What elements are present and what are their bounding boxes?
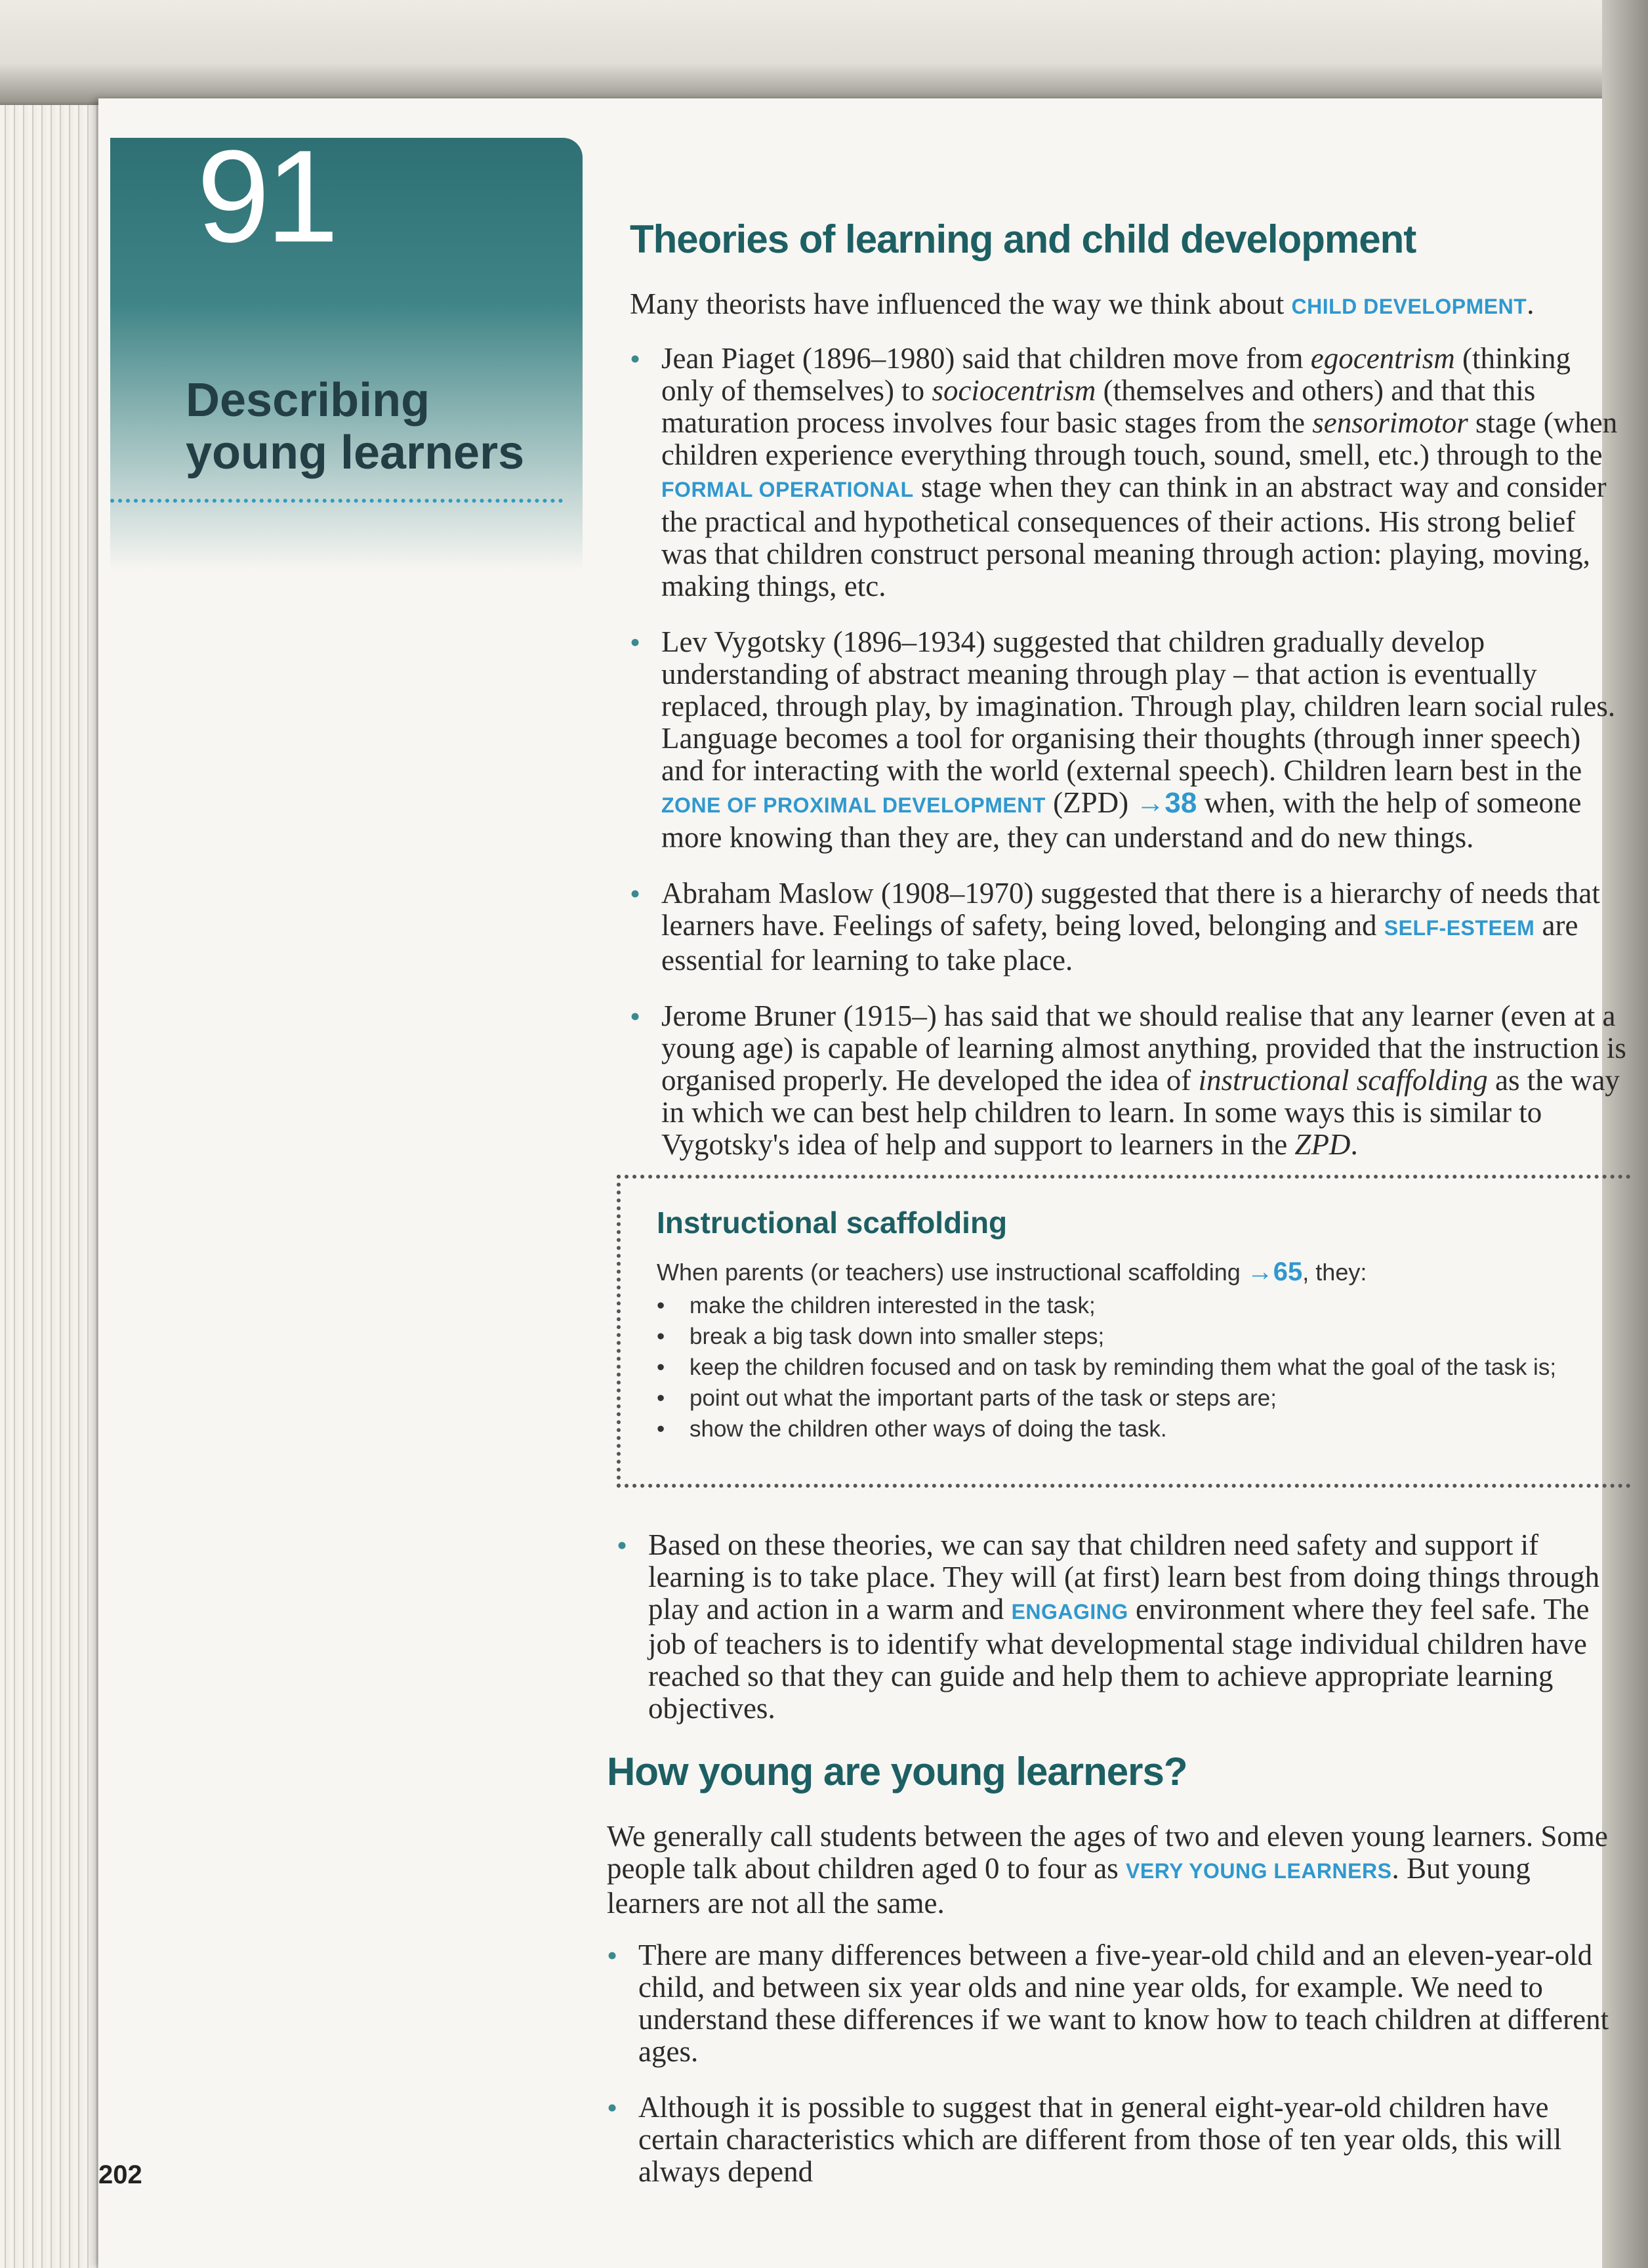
- list-item-piaget: • Jean Piaget (1896–1980) said that children move from egocentrism (thinking only of themselves) to sociocentrism (themselves and others) and that this maturation process involves four basic stages from the sensorimotor stage (when children experience everything through touch, sound, smell, etc.) through to the FORMAL OPERATIONAL stage when they can think in an abstract way and consider the practical and hypothetical consequences of their actions. His strong belief was that children construct personal meaning through action: playing, moving, making things, etc.: [630, 343, 1627, 602]
- section-young-learners: [607, 1749, 1627, 2212]
- section-intro: We generally call students between the ages of two and eleven young learners. Some people talk about children aged 0 to four as VERY YOUNG LEARNERS. But young learners are not all the same.: [607, 1820, 1608, 1920]
- chapter-number: 91: [197, 123, 335, 270]
- instructional-scaffolding-box: [617, 1175, 1631, 1488]
- box-list-item: • break a big task down into smaller steps;: [657, 1321, 1556, 1352]
- keyword: ENGAGING: [1011, 1600, 1128, 1624]
- book-top-shadow: [0, 0, 1648, 115]
- keyword: VERY YOUNG LEARNERS: [1126, 1859, 1392, 1883]
- list-item-maslow: • Abraham Maslow (1908–1970) suggested that there is a hierarchy of needs that learners have. Feelings of safety, being loved, belonging and SELF-ESTEEM are essential for learning to take place.: [630, 877, 1627, 976]
- box-list-item: • keep the children focused and on task by reminding them what the goal of the task is;: [657, 1352, 1556, 1383]
- box-heading: Instructional scaffolding: [657, 1206, 1008, 1240]
- box-list-item: • show the children other ways of doing the task.: [657, 1414, 1556, 1444]
- box-list: [657, 1290, 1556, 1444]
- box-intro: When parents (or teachers) use instructional scaffolding →65, they:: [657, 1257, 1367, 1286]
- list-item-bruner: • Jerome Bruner (1915–) has said that we should realise that any learner (even at a young age) is capable of learning almost anything, provided that the instruction is organised properly. He developed the idea of instructional scaffolding as the way in which we can best help children to learn. In some ways this is similar to Vygotsky's idea of help and support to learners in the ZPD.: [630, 1000, 1627, 1161]
- summary-item: • Based on these theories, we can say that children need safety and support if learning is to take place. They will (at first) learn best from doing things through play and action in a warm and ENGAGING environment where they feel safe. The job of teachers is to identify what developmental stage individual children have reached so that they can guide and help them to achieve appropriate learning objectives.: [617, 1529, 1627, 1725]
- keyword: CHILD DEVELOPMENT: [1291, 295, 1527, 318]
- section-intro: Many theorists have influenced the way we think about CHILD DEVELOPMENT.: [630, 287, 1535, 320]
- cross-reference: →38: [1136, 787, 1197, 819]
- keyword: ZONE OF PROXIMAL DEVELOPMENT: [661, 793, 1046, 817]
- keyword: SELF-ESTEEM: [1384, 916, 1535, 940]
- box-list-item: • point out what the important parts of the task or steps are;: [657, 1383, 1556, 1414]
- list-item: • Although it is possible to suggest that in general eight-year-old children have certain characteristics which are different from those of ten year olds, this will always depend: [607, 2091, 1627, 2188]
- keyword: FORMAL OPERATIONAL: [661, 478, 914, 501]
- summary-section: [617, 1529, 1627, 1748]
- age-differences-list: [607, 1939, 1627, 2188]
- chapter-title: Describing young learners: [186, 374, 525, 479]
- theorists-list: [630, 343, 1627, 1161]
- cross-reference: →65: [1246, 1257, 1303, 1286]
- chapter-title-divider: [110, 499, 563, 503]
- page-number: 202: [98, 2160, 142, 2189]
- list-item: • There are many differences between a five-year-old child and an eleven-year-old child, and between six year olds and nine year olds, for example. We need to understand these differences if we want to know how to teach children at different ages.: [607, 1939, 1627, 2068]
- section-theories: [630, 217, 1627, 1185]
- section-heading: How young are young learners?: [607, 1750, 1187, 1794]
- section-heading: Theories of learning and child development: [630, 217, 1416, 261]
- box-list-item: • make the children interested in the task;: [657, 1290, 1556, 1321]
- chapter-header-panel: [110, 138, 583, 571]
- list-item-vygotsky: • Lev Vygotsky (1896–1934) suggested that children gradually develop understanding of abstract meaning through play – that action is eventually replaced, through play, by imagination. Through play, children learn social rules. Language becomes a tool for organising their thoughts (through inner speech) and for interacting with the world (external speech). Children learn best in the ZONE OF PROXIMAL DEVELOPMENT (ZPD) →38 when, with the help of someone more knowing than they are, they can understand and do new things.: [630, 626, 1627, 854]
- book-page-edges: [0, 105, 98, 2268]
